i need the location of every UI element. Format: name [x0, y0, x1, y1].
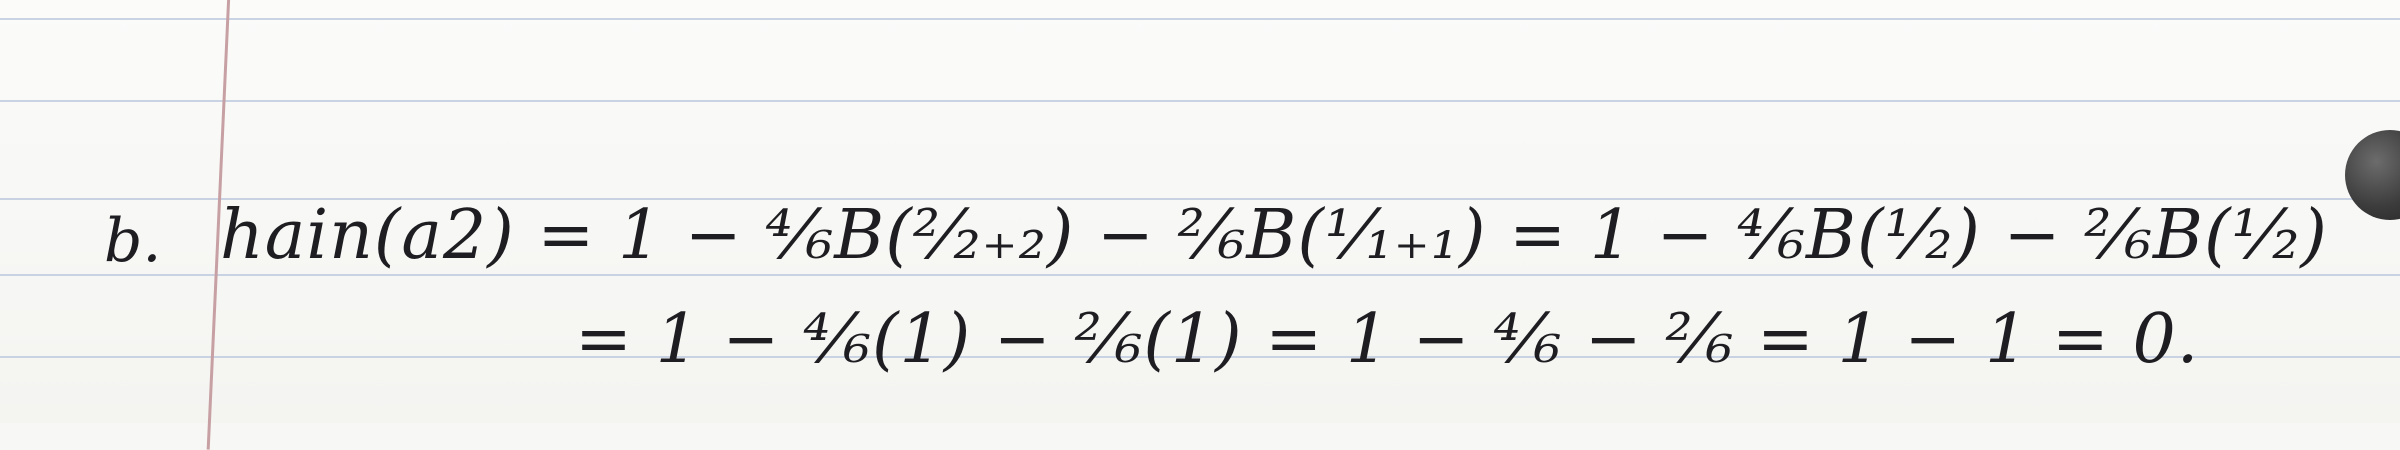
rule-line	[0, 100, 2400, 102]
part-label: b.	[104, 206, 162, 276]
binder-hole	[2345, 130, 2400, 220]
equation-line-1: hain(a2) = 1 − ⁴⁄₆B(²⁄₂₊₂) − ²⁄₆B(¹⁄₁₊₁) = 1 − ⁴⁄₆B(¹⁄₂) − ²⁄₆B(¹⁄₂)	[220, 196, 2328, 275]
rule-line	[0, 18, 2400, 20]
equation-line-2: = 1 − ⁴⁄₆(1) − ²⁄₆(1) = 1 − ⁴⁄₆ − ²⁄₆ = 1 − 1 = 0.	[575, 300, 2200, 379]
